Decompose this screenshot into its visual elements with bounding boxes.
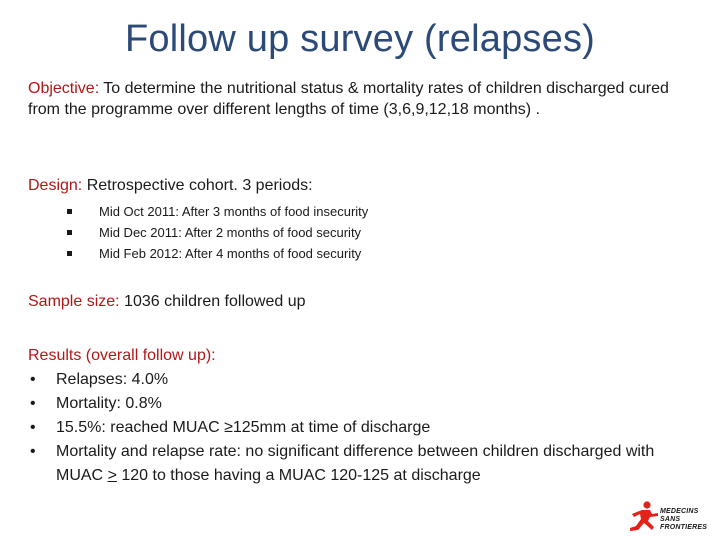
objective-label: Objective: <box>28 80 100 97</box>
design-text: Retrospective cohort. 3 periods: <box>82 177 313 194</box>
result-text-before: Mortality and relapse rate: no significant difference between children discharged with MUAC <box>56 443 655 484</box>
list-item <box>28 416 698 440</box>
period-text: Mid Dec 2011: After 2 months of food security <box>99 225 362 240</box>
result-text: Relapses: 4.0% <box>56 371 169 388</box>
square-bullet-icon <box>67 251 72 256</box>
period-text: Mid Oct 2011: After 3 months of food insecurity <box>99 204 369 219</box>
list-item <box>66 201 368 222</box>
period-text: Mid Feb 2012: After 4 months of food security <box>99 246 362 261</box>
sample-paragraph <box>28 291 698 312</box>
list-item <box>28 392 698 416</box>
list-item <box>28 368 698 392</box>
bullet-icon: • <box>30 419 36 436</box>
msf-logo-text <box>660 508 714 532</box>
results-list <box>28 368 698 488</box>
list-item <box>66 243 368 264</box>
results-section <box>28 344 698 488</box>
list-item <box>66 222 368 243</box>
results-label: Results (overall follow up): <box>28 347 216 364</box>
bullet-icon: • <box>30 443 36 460</box>
objective-text: To determine the nutritional status & mortality rates of children discharged cured from the programme over different lengths of time (3,6,9,12,18 months) . <box>28 80 669 118</box>
msf-running-man-icon <box>628 500 660 534</box>
design-paragraph <box>28 175 698 196</box>
square-bullet-icon <box>67 209 72 214</box>
sample-label: Sample size: <box>28 293 120 310</box>
design-label: Design: <box>28 177 83 194</box>
result-text: Mortality: 0.8% <box>56 395 162 412</box>
bullet-icon: • <box>30 395 36 412</box>
design-periods-list <box>66 201 368 264</box>
msf-logo-line1: MEDECINS <box>660 508 699 515</box>
msf-logo <box>628 500 714 536</box>
sample-text: 1036 children followed up <box>119 293 306 310</box>
list-item <box>28 440 698 488</box>
slide-title: Follow up survey (relapses) <box>124 18 595 60</box>
result-text: 15.5%: reached MUAC ≥125mm at time of discharge <box>56 419 431 436</box>
objective-paragraph <box>28 78 698 120</box>
greater-or-equal-sign: > <box>107 467 117 484</box>
square-bullet-icon <box>67 230 72 235</box>
msf-logo-line2: SANS FRONTIERES <box>660 516 708 531</box>
result-text-after: 120 to those having a MUAC 120-125 at discharge <box>116 467 481 484</box>
bullet-icon: • <box>30 371 36 388</box>
